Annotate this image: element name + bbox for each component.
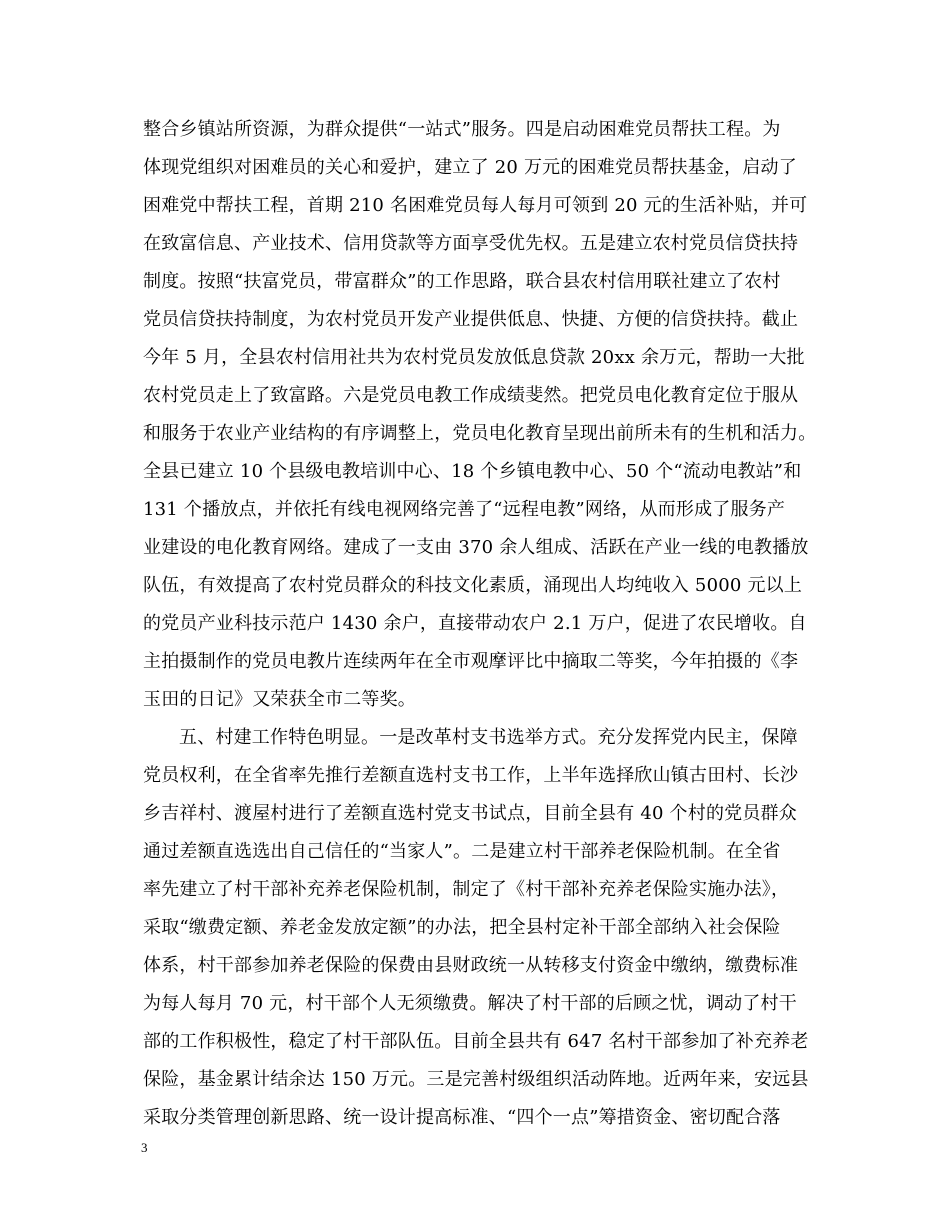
- text-line: 整合乡镇站所资源，为群众提供“一站式”服务。四是启动困难党员帮扶工程。为: [143, 119, 781, 140]
- text-line: 党员权利，在全省率先推行差额直选村支书工作，上半年选择欣山镇古田村、长沙: [143, 765, 799, 786]
- text-line: 131 个播放点，并依托有线电视网络完善了“远程电教”网络，从而形成了服务产: [143, 499, 786, 520]
- text-line: 党员信贷扶持制度，为农村党员开发产业提供低息、快捷、方便的信贷扶持。截止: [143, 309, 799, 330]
- text-line: 体现党组织对困难员的关心和爱护，建立了 20 万元的困难党员帮扶基金，启动了: [143, 157, 797, 178]
- text-line: 在致富信息、产业技术、信用贷款等方面享受优先权。五是建立农村党员信贷扶持: [143, 233, 799, 254]
- text-line: 采取分类管理创新思路、统一设计提高标准、“四个一点”筹措资金、密切配合落: [143, 1107, 781, 1128]
- text-line: 保险，基金累计结余达 150 万元。三是完善村级组织活动阵地。近两年来，安远县: [143, 1069, 809, 1090]
- text-line: 采取“缴费定额、养老金发放定额”的办法，把全县村定补干部全部纳入社会保险: [143, 917, 781, 938]
- text-line: 率先建立了村干部补充养老保险机制，制定了《村干部补充养老保险实施办法》，: [143, 879, 790, 900]
- text-line: 为每人每月 70 元，村干部个人无须缴费。解决了村干部的后顾之忧，调动了村干: [143, 993, 797, 1014]
- text-line: 的党员产业科技示范户 1430 余户，直接带动农户 2.1 万户，促进了农民增收。自: [143, 613, 807, 634]
- text-line: 困难党中帮扶工程，首期 210 名困难党员每人每月可领到 20 元的生活补贴，并可: [143, 195, 808, 216]
- paragraph-first-line: 五、村建工作特色明显。一是改革村支书选举方式。充分发挥党内民主，保障: [179, 727, 798, 748]
- text-line: 全县已建立 10 个县级电教培训中心、18 个乡镇电教中心、50 个“流动电教站”和: [143, 461, 802, 482]
- text-line: 主拍摄制作的党员电教片连续两年在全市观摩评比中摘取二等奖，今年拍摄的《李: [143, 651, 799, 672]
- text-line: 玉田的日记》又荣获全市二等奖。: [143, 689, 416, 710]
- text-line: 农村党员走上了致富路。六是党员电教工作成绩斐然。把党员电化教育定位于服从: [143, 385, 799, 406]
- page-number: 3: [141, 1140, 148, 1155]
- text-line: 和服务于农业产业结构的有序调整上，党员电化教育呈现出前所未有的生机和活力。: [143, 423, 817, 444]
- text-line: 通过差额直选选出自己信任的“当家人”。二是建立村干部养老保险机制。在全省: [143, 841, 781, 862]
- text-line: 队伍，有效提高了农村党员群众的科技文化素质，涌现出人均纯收入 5000 元以上: [143, 575, 803, 596]
- text-line: 体系，村干部参加养老保险的保费由县财政统一从转移支付资金中缴纳，缴费标准: [143, 955, 799, 976]
- text-line: 业建设的电化教育网络。建成了一支由 370 余人组成、活跃在产业一线的电教播放: [143, 537, 809, 558]
- text-line: 制度。按照“扶富党员，带富群众”的工作思路，联合县农村信用联社建立了农村: [143, 271, 781, 292]
- text-line: 今年 5 月，全县农村信用社共为农村党员发放低息贷款 20xx 余万元，帮助一大批: [143, 347, 805, 368]
- text-line: 乡吉祥村、渡屋村进行了差额直选村党支书试点，目前全县有 40 个村的党员群众: [143, 803, 797, 824]
- text-line: 部的工作积极性，稳定了村干部队伍。目前全县共有 647 名村干部参加了补充养老: [143, 1031, 809, 1052]
